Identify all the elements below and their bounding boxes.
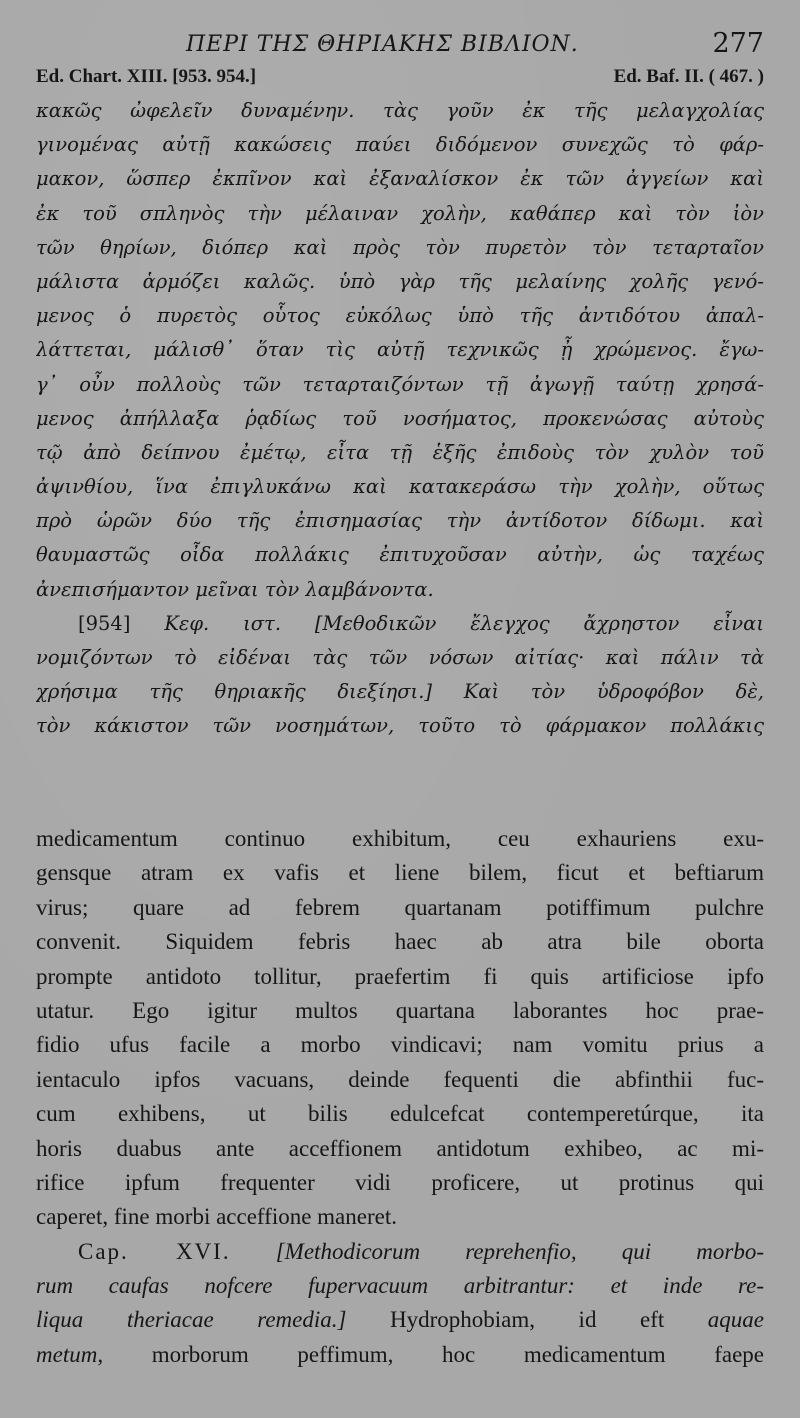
latin-line: virus; quare ad febrem quartanam potiffimum pulchre [36, 894, 764, 920]
running-title: ΠΕΡΙ ΤΗΣ ΘΗΡΙΑΚΗΣ ΒΙΒΛΙΟΝ. [186, 32, 579, 57]
greek-line: θαυμαστῶς οἶδα πολλάκις ἐπιτυχοῦσαν αὐτὴν, ὡς ταχέως [36, 543, 764, 567]
latin-text-resume: Hydrophobiam, id eft [390, 1307, 665, 1333]
greek-line: ἐκ τοῦ σπληνὸς τὴν μέλαιναν χολὴν, καθάπερ καὶ τὸν ἰὸν [36, 201, 764, 225]
greek-line: πρὸ ὡρῶν δύο τῆς ἐπισημασίας τὴν ἀντίδοτον δίδωμι. καὶ [36, 509, 764, 533]
greek-line: μενος ὁ πυρετὸς οὗτος εὐκόλως ὑπὸ τῆς ἀντιδότου ἀπαλ- [36, 304, 764, 328]
latin-line: ientaculo ipfos vacuans, deinde fequenti die abfinthii fuc- [36, 1066, 764, 1092]
greek-line: λάττεται, μάλισθ᾽ ὅταν τὶς αὐτῇ τεχνικῶς ᾖ χρώμενος. ἔγω- [36, 338, 764, 362]
latin-line: cum exhibens, ut bilis edulcefcat contemperetúrque, ita [36, 1101, 764, 1127]
latin-line: rum caufas nofcere fupervacuum arbitrantur: et inde re- [36, 1273, 764, 1299]
latin-line: convenit. Siquidem febris haec ab atra bile oborta [36, 929, 764, 955]
greek-line: νομιζόντων τὸ εἰδέναι τὰς τῶν νόσων αἰτίας· καὶ πάλιν τὰ [36, 646, 764, 669]
latin-line [36, 1338, 764, 1372]
greek-chapter-summary: [Μεθοδικῶν ἔλεγχος ἄχρηστον εἶναι [314, 611, 764, 635]
page-number: 277 [712, 28, 764, 59]
greek-line: τῶν θηρίων, διόπερ καὶ πρὸς τὸν πυρετὸν τὸν τεταρταῖον [36, 235, 764, 259]
greek-line: τὸν κάκιστον τῶν νοσημάτων, τοῦτο τὸ φάρμακον πολλάκις [36, 714, 764, 738]
greek-line: κακῶς ὠφελεῖν δυναμένην. τὰς γοῦν ἐκ τῆς μελαγχολίας [36, 99, 764, 122]
latin-chapter-summary: [Methodicorum reprehenfio, qui morbo- [275, 1238, 764, 1264]
greek-line: ἀψινθίου, ἵνα ἐπιγλυκάνω καὶ κατακεράσω τὴν χολὴν, οὕτως [36, 475, 764, 499]
greek-line [36, 675, 764, 709]
edition-chartier-ref: Ed. Chart. XIII. [953. 954.] [36, 66, 257, 87]
chartier-page-ref: [954] [78, 611, 131, 635]
latin-line: fidio ufus facile a morbo vindicavi; nam vomitu prius a [36, 1032, 764, 1058]
latin-line: gensque atram ex vafis et liene bilem, ficut et beftiarum [36, 860, 764, 886]
latin-line: medicamentum continuo exhibitum, ceu exhauriens exu- [36, 826, 764, 851]
latin-italic-phrase: metum, [36, 1341, 104, 1367]
latin-line: rifice ipfum frequenter vidi proficere, ut protinus qui [36, 1169, 764, 1195]
greek-line: τῷ ἀπὸ δείπνου ἐμέτῳ, εἶτα τῇ ἑξῆς ἐπιδοὺς τὸν χυλὸν τοῦ [36, 440, 764, 464]
latin-text-block [36, 822, 764, 1372]
latin-line: utatur. Ego igitur multos quartana laborantes hoc prae- [36, 997, 764, 1023]
greek-line: γ᾽ οὖν πολλοὺς τῶν τεταρταιζόντων τῇ ἀγωγῇ ταύτῃ χρησά- [36, 372, 764, 396]
edition-reference-line [36, 66, 764, 90]
greek-text-resume: Καὶ τὸν ὑδροφόβον δὲ, [463, 680, 764, 704]
running-head [36, 28, 764, 62]
latin-line: caperet, fine morbi acceffione maneret. [36, 1204, 397, 1230]
greek-line: ἀνεπισήμαντον μεῖναι τὸν λαμβάνοντα. [36, 577, 434, 601]
greek-chapter-heading [36, 607, 764, 641]
latin-text: morborum peffimum, hoc medicamentum faepe [151, 1341, 764, 1367]
latin-line: horis duabus ante acceffionem antidotum exhibeo, ac mi- [36, 1135, 764, 1161]
latin-line: prompte antidoto tollitur, praefertim fi quis artificiose ipfo [36, 963, 764, 989]
greek-line: γινομένας αὐτῇ κακώσεις παύει διδόμενον συνεχῶς τὸ φάρ- [36, 133, 764, 157]
latin-chapter-label: Cap. XVI. [78, 1238, 231, 1264]
greek-text-block [36, 94, 764, 744]
greek-line: μακον, ὥσπερ ἐκπῖνον καὶ ἐξαναλίσκον ἐκ τῶν ἀγγείων καὶ [36, 167, 764, 191]
greek-line: μενος ἀπήλλαξα ῥᾳδίως τοῦ νοσήματος, προκενώσας αὐτοὺς [36, 406, 764, 430]
edition-basel-ref: Ed. Baf. II. ( 467. ) [613, 66, 764, 87]
greek-chapter-summary-end: χρήσιμα τῆς θηριακῆς διεξίησι.] [36, 680, 432, 704]
latin-line [36, 1303, 764, 1337]
greek-line: μάλιστα ἁρμόζει καλῶς. ὑπὸ γὰρ τῆς μελαίνης χολῆς γενό- [36, 269, 764, 293]
latin-italic-phrase: aquae [707, 1307, 764, 1333]
greek-chapter-label: Κεφ. ιστ. [164, 611, 282, 635]
latin-chapter-heading [36, 1235, 764, 1269]
latin-chapter-summary-end: liqua theriacae remedia.] [36, 1307, 347, 1333]
